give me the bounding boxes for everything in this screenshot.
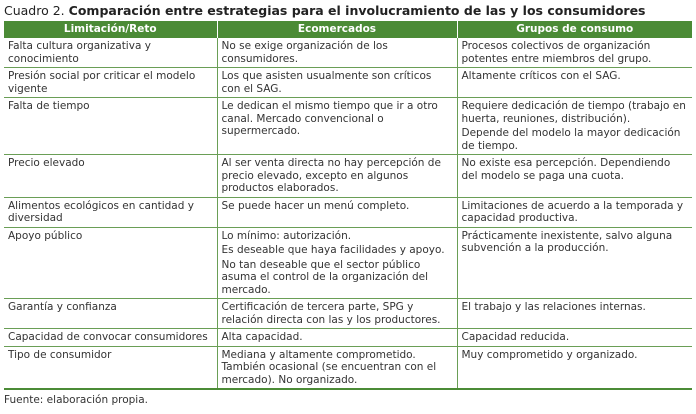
cell-grupos [457, 329, 692, 347]
cell-paragraph: Lo mínimo: autorización. [221, 229, 352, 242]
table-row [4, 227, 692, 299]
cell-paragraph: Es deseable que haya facilidades y apoyo. [221, 244, 445, 256]
table-row [4, 346, 692, 389]
table-row [4, 197, 692, 227]
cell-ecomercados [217, 227, 457, 299]
table-row [4, 329, 692, 347]
cell-paragraph: No tan deseable que el sector público asuma el control de la organización del mercado. [221, 258, 428, 296]
table-header-row [4, 21, 692, 38]
table-row [4, 299, 692, 329]
cell-challenge: Precio elevado [4, 155, 217, 198]
cell-paragraph: Se puede hacer un menú completo. [221, 199, 410, 212]
caption-title: Comparación entre estrategias para el involucramiento de las y los consumidores [68, 3, 646, 18]
cell-paragraph: Prácticamente inexistente, salvo alguna subvención a la producción. [461, 229, 673, 254]
cell-grupos [457, 68, 692, 98]
cell-paragraph: Los que asisten usualmente son críticos con el SAG. [221, 70, 432, 95]
cell-grupos [457, 197, 692, 227]
cell-challenge: Capacidad de convocar consumidores [4, 329, 217, 347]
table-row [4, 155, 692, 198]
cell-paragraph: Procesos colectivos de organización potentes entre miembros del grupo. [461, 40, 652, 65]
source-note: Fuente: elaboración propia. [4, 394, 148, 406]
cell-grupos [457, 155, 692, 198]
cell-challenge: Presión social por criticar el modelo vigente [4, 68, 217, 98]
cell-challenge: Garantía y confianza [4, 299, 217, 329]
cell-paragraph: Al ser venta directa no hay percepción de precio elevado, excepto en algunos productos elaborados. [221, 157, 441, 194]
table-row [4, 98, 692, 155]
table-row [4, 38, 692, 68]
cell-grupos [457, 299, 692, 329]
table-row [4, 68, 692, 98]
cell-grupos [457, 98, 692, 155]
cell-paragraph: Le dedican el mismo tiempo que ir a otro canal. Mercado convencional o supermercado. [221, 100, 438, 137]
cell-paragraph: Limitaciones de acuerdo a la temporada y capacidad productiva. [461, 199, 684, 224]
cell-paragraph: No existe esa percepción. Dependiendo del modelo se paga una cuota. [461, 157, 671, 182]
cell-paragraph: Depende del modelo la mayor dedicación de tiempo. [461, 127, 681, 152]
cell-ecomercados [217, 155, 457, 198]
cell-paragraph: Certificación de tercera parte, SPG y relación directa con las y los productores. [221, 301, 441, 326]
document-page [4, 2, 692, 407]
cell-ecomercados [217, 197, 457, 227]
comparison-table [4, 21, 692, 390]
cell-challenge: Apoyo público [4, 227, 217, 299]
table-body [4, 38, 692, 389]
cell-ecomercados [217, 98, 457, 155]
header-grupos: Grupos de consumo [457, 21, 692, 38]
cell-challenge: Falta de tiempo [4, 98, 217, 155]
cell-ecomercados [217, 299, 457, 329]
cell-ecomercados [217, 38, 457, 68]
cell-paragraph: El trabajo y las relaciones internas. [461, 301, 646, 313]
cell-paragraph: Requiere dedicación de tiempo (trabajo en huerta, reuniones, distribución). [461, 100, 686, 125]
cell-challenge: Alimentos ecológicos en cantidad y diversidad [4, 197, 217, 227]
cell-paragraph: Mediana y altamente comprometido. También ocasional (se encuentran con el mercado). No organizado. [221, 348, 437, 386]
cell-paragraph: Altamente críticos con el SAG. [461, 70, 621, 82]
cell-ecomercados [217, 346, 457, 389]
cell-grupos [457, 38, 692, 68]
cell-challenge: Falta cultura organizativa y conocimiento [4, 38, 217, 68]
table-caption [4, 2, 692, 20]
header-challenge: Limitación/Reto [4, 21, 217, 38]
cell-paragraph: No se exige organización de los consumidores. [221, 40, 388, 65]
cell-challenge: Tipo de consumidor [4, 346, 217, 389]
cell-grupos [457, 227, 692, 299]
cell-ecomercados [217, 68, 457, 98]
cell-grupos [457, 346, 692, 389]
cell-ecomercados [217, 329, 457, 347]
header-ecomercados: Ecomercados [217, 21, 457, 38]
cell-paragraph: Capacidad reducida. [461, 331, 570, 343]
caption-lead: Cuadro 2. [4, 3, 65, 18]
cell-paragraph: Alta capacidad. [221, 331, 303, 343]
cell-paragraph: Muy comprometido y organizado. [461, 348, 638, 361]
